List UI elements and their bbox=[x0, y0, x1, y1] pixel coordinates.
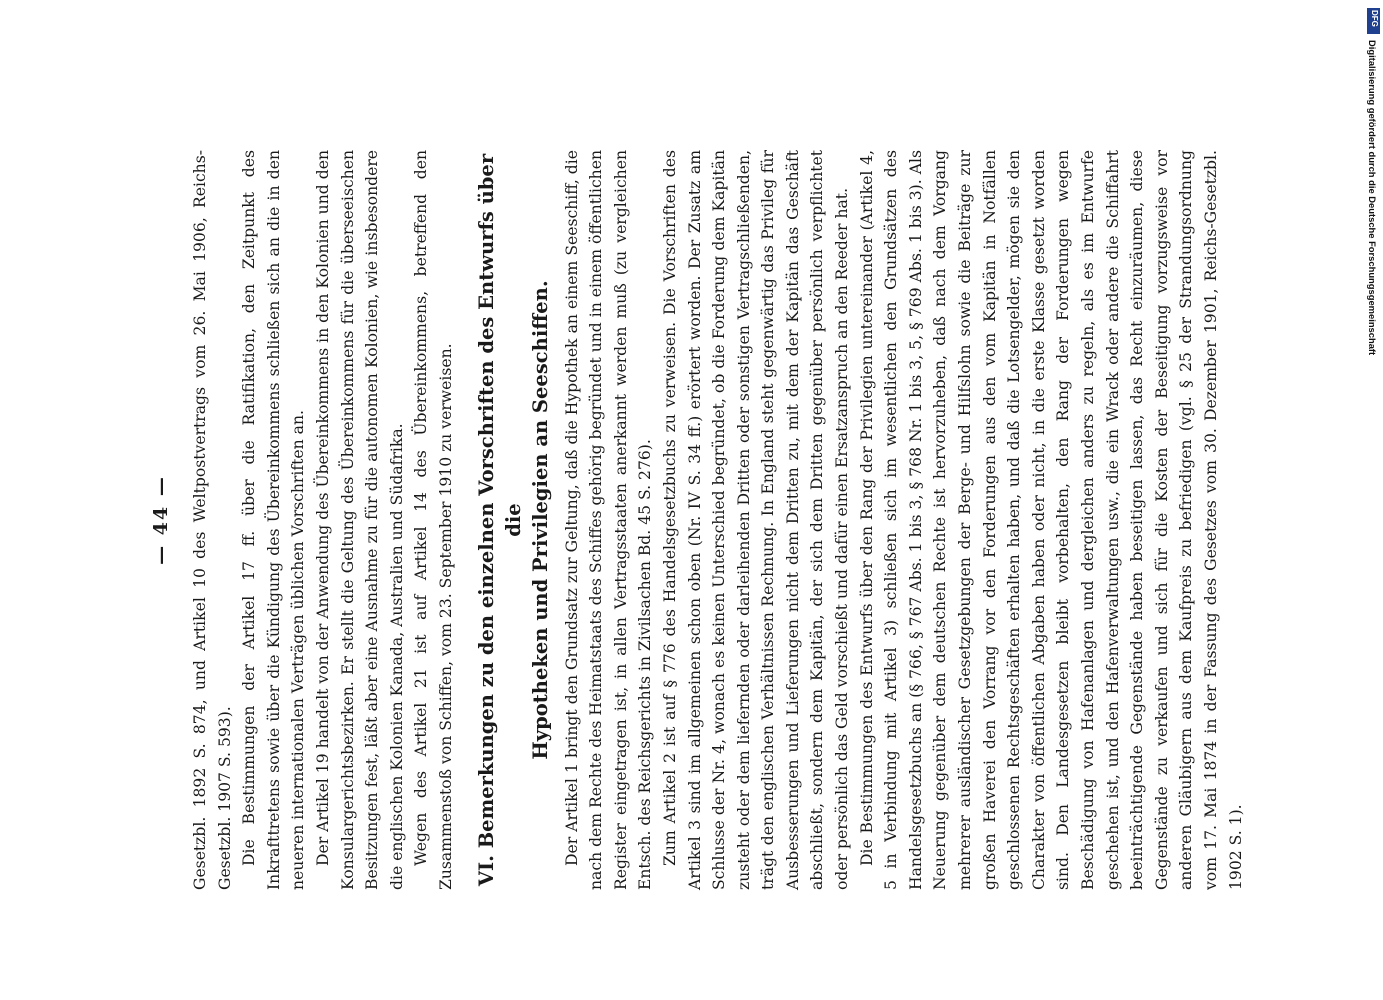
page-number-header: — 44 — bbox=[150, 475, 172, 565]
body-text bbox=[188, 150, 1248, 890]
dfg-logo: DFG bbox=[1367, 8, 1380, 34]
paragraph: Die Bestimmungen der Artikel 17 ff. über die Ratifikation, den Zeitpunkt des Inkrafttretens sowie über die Kündigung des Übereinkommens schließen sich an die in den neueren internationalen Verträgen üblichen Vorschriften an. bbox=[240, 150, 308, 890]
paragraph: Der Artikel 1 bringt den Grundsatz zur Geltung, daß die Hypothek an einem Seeschiff, die nach dem Rechte des Heimatstaats des Schiffes gehörig begründet und in einem öffentlichen Register eingetragen ist, in allen Vertragsstaaten anerkannt werden muß (zu vergleichen Entsch. des Reichsgerichts in Zivilsachen Bd. 45 S. 276). bbox=[562, 150, 655, 890]
paragraph: Gesetzbl. 1892 S. 874, und Artikel 10 des Weltpostvertrags vom 26. Mai 1906, Reichs-Gesetzbl. 1907 S. 593). bbox=[191, 150, 234, 890]
paragraph: Der Artikel 19 handelt von der Anwendung des Übereinkommens in den Kolonien und den Konsulargerichtsbezirken. Er stellt die Geltung des Übereinkommens für die überseeischen Besitzungen fest, läßt aber eine Ausnahme zu für die autonomen Kolonien, wie insbesondere die englischen Kolonien Kanada, Australien und Südafrika. bbox=[313, 150, 406, 890]
paragraph: Wegen des Artikel 21 ist auf Artikel 14 des Übereinkommens, betreffend den Zusammenstoß von Schiffen, vom 23. September 1910 zu verweisen. bbox=[412, 150, 455, 890]
section-heading bbox=[473, 150, 554, 890]
funding-note bbox=[1362, 10, 1378, 410]
paragraph: Die Bestimmungen des Entwurfs über den Rang der Privilegien untereinander (Artikel 4, 5 in Verbindung mit Artikel 3) schließen sich im wesentlichen den Grundsätzen des Handelsgesetzbuchs an (§ 766, § 767 Abs. 1 bis 3, § 768 Nr. 1 bis 3, 5, § 769 Abs. 1 bis 3). Als Neuerung gegenüber dem deutschen Rechte ist hervorzuheben, daß nach dem Vorgang mehrerer ausländischer Gesetzgebungen der Berge- und Hilfslohn sowie die Beiträge zur großen Haverei den Vorrang vor den Forderungen aus den vom Kapitän in Notfällen geschlossenen Rechtsgeschäften erhalten haben, und daß die Lotsengelder, mögen sie den Charakter von öffentlichen Abgaben haben oder nicht, in die erste Klasse gesetzt worden sind. Den Landesgesetzen bleibt vorbehalten, den Rang der Forderungen wegen Beschädigung von Hafenanlagen und dergleichen anders zu regeln, als es im Entwurfe geschehen ist, und den Hafenverwaltungen usw., die ein Wrack oder andere die Schiffahrt beeinträchtigende Gegenstände haben beseitigen lassen, das Recht einzuräumen, diese Gegenstände zu verkaufen und sich für die Kosten der Beseitigung vorzugsweise vor anderen Gläubigern aus dem Kaufpreis zu befriedigen (vgl. § 25 der Strandungsordnung vom 17. Mai 1874 in der Fassung des Gesetzes vom 30. Dezember 1901, Reichs-Gesetzbl. 1902 S. 1). bbox=[857, 150, 1245, 890]
rotated-page bbox=[150, 150, 1245, 890]
paragraph: Zum Artikel 2 ist auf § 776 des Handelsgesetzbuchs zu verweisen. Die Vorschriften des Artikel 3 sind im allgemeinen schon oben (Nr. IV S. 34 ff.) erörtert worden. Der Zusatz am Schlusse der Nr. 4, wonach es keinen Unterschied begründet, ob die Forderung dem Kapitän zusteht oder dem liefernden oder darleihenden Dritten oder sonstigen Vertragschließenden, trägt den englischen Verhältnissen Rechnung. In England steht gegenwärtig das Privileg für Ausbesserungen und Lieferungen nicht dem Dritten zu, mit dem der Kapitän das Geschäft abschließt, sondern dem Kapitän, der sich dem Dritten gegenüber persönlich verpflichtet oder persönlich das Geld vorschießt und dafür einen Ersatzanspruch an den Reeder hat. bbox=[660, 150, 852, 890]
section-heading-line: VI. Bemerkungen zu den einzelnen Vorschriften des Entwurfs über die bbox=[474, 153, 525, 887]
section-heading-line: Hypotheken und Privilegien an Seeschiffen. bbox=[528, 280, 552, 760]
funding-note-text: Digitalisierung gefördert durch die Deutsche Forschungsgemeinschaft bbox=[1367, 40, 1378, 356]
